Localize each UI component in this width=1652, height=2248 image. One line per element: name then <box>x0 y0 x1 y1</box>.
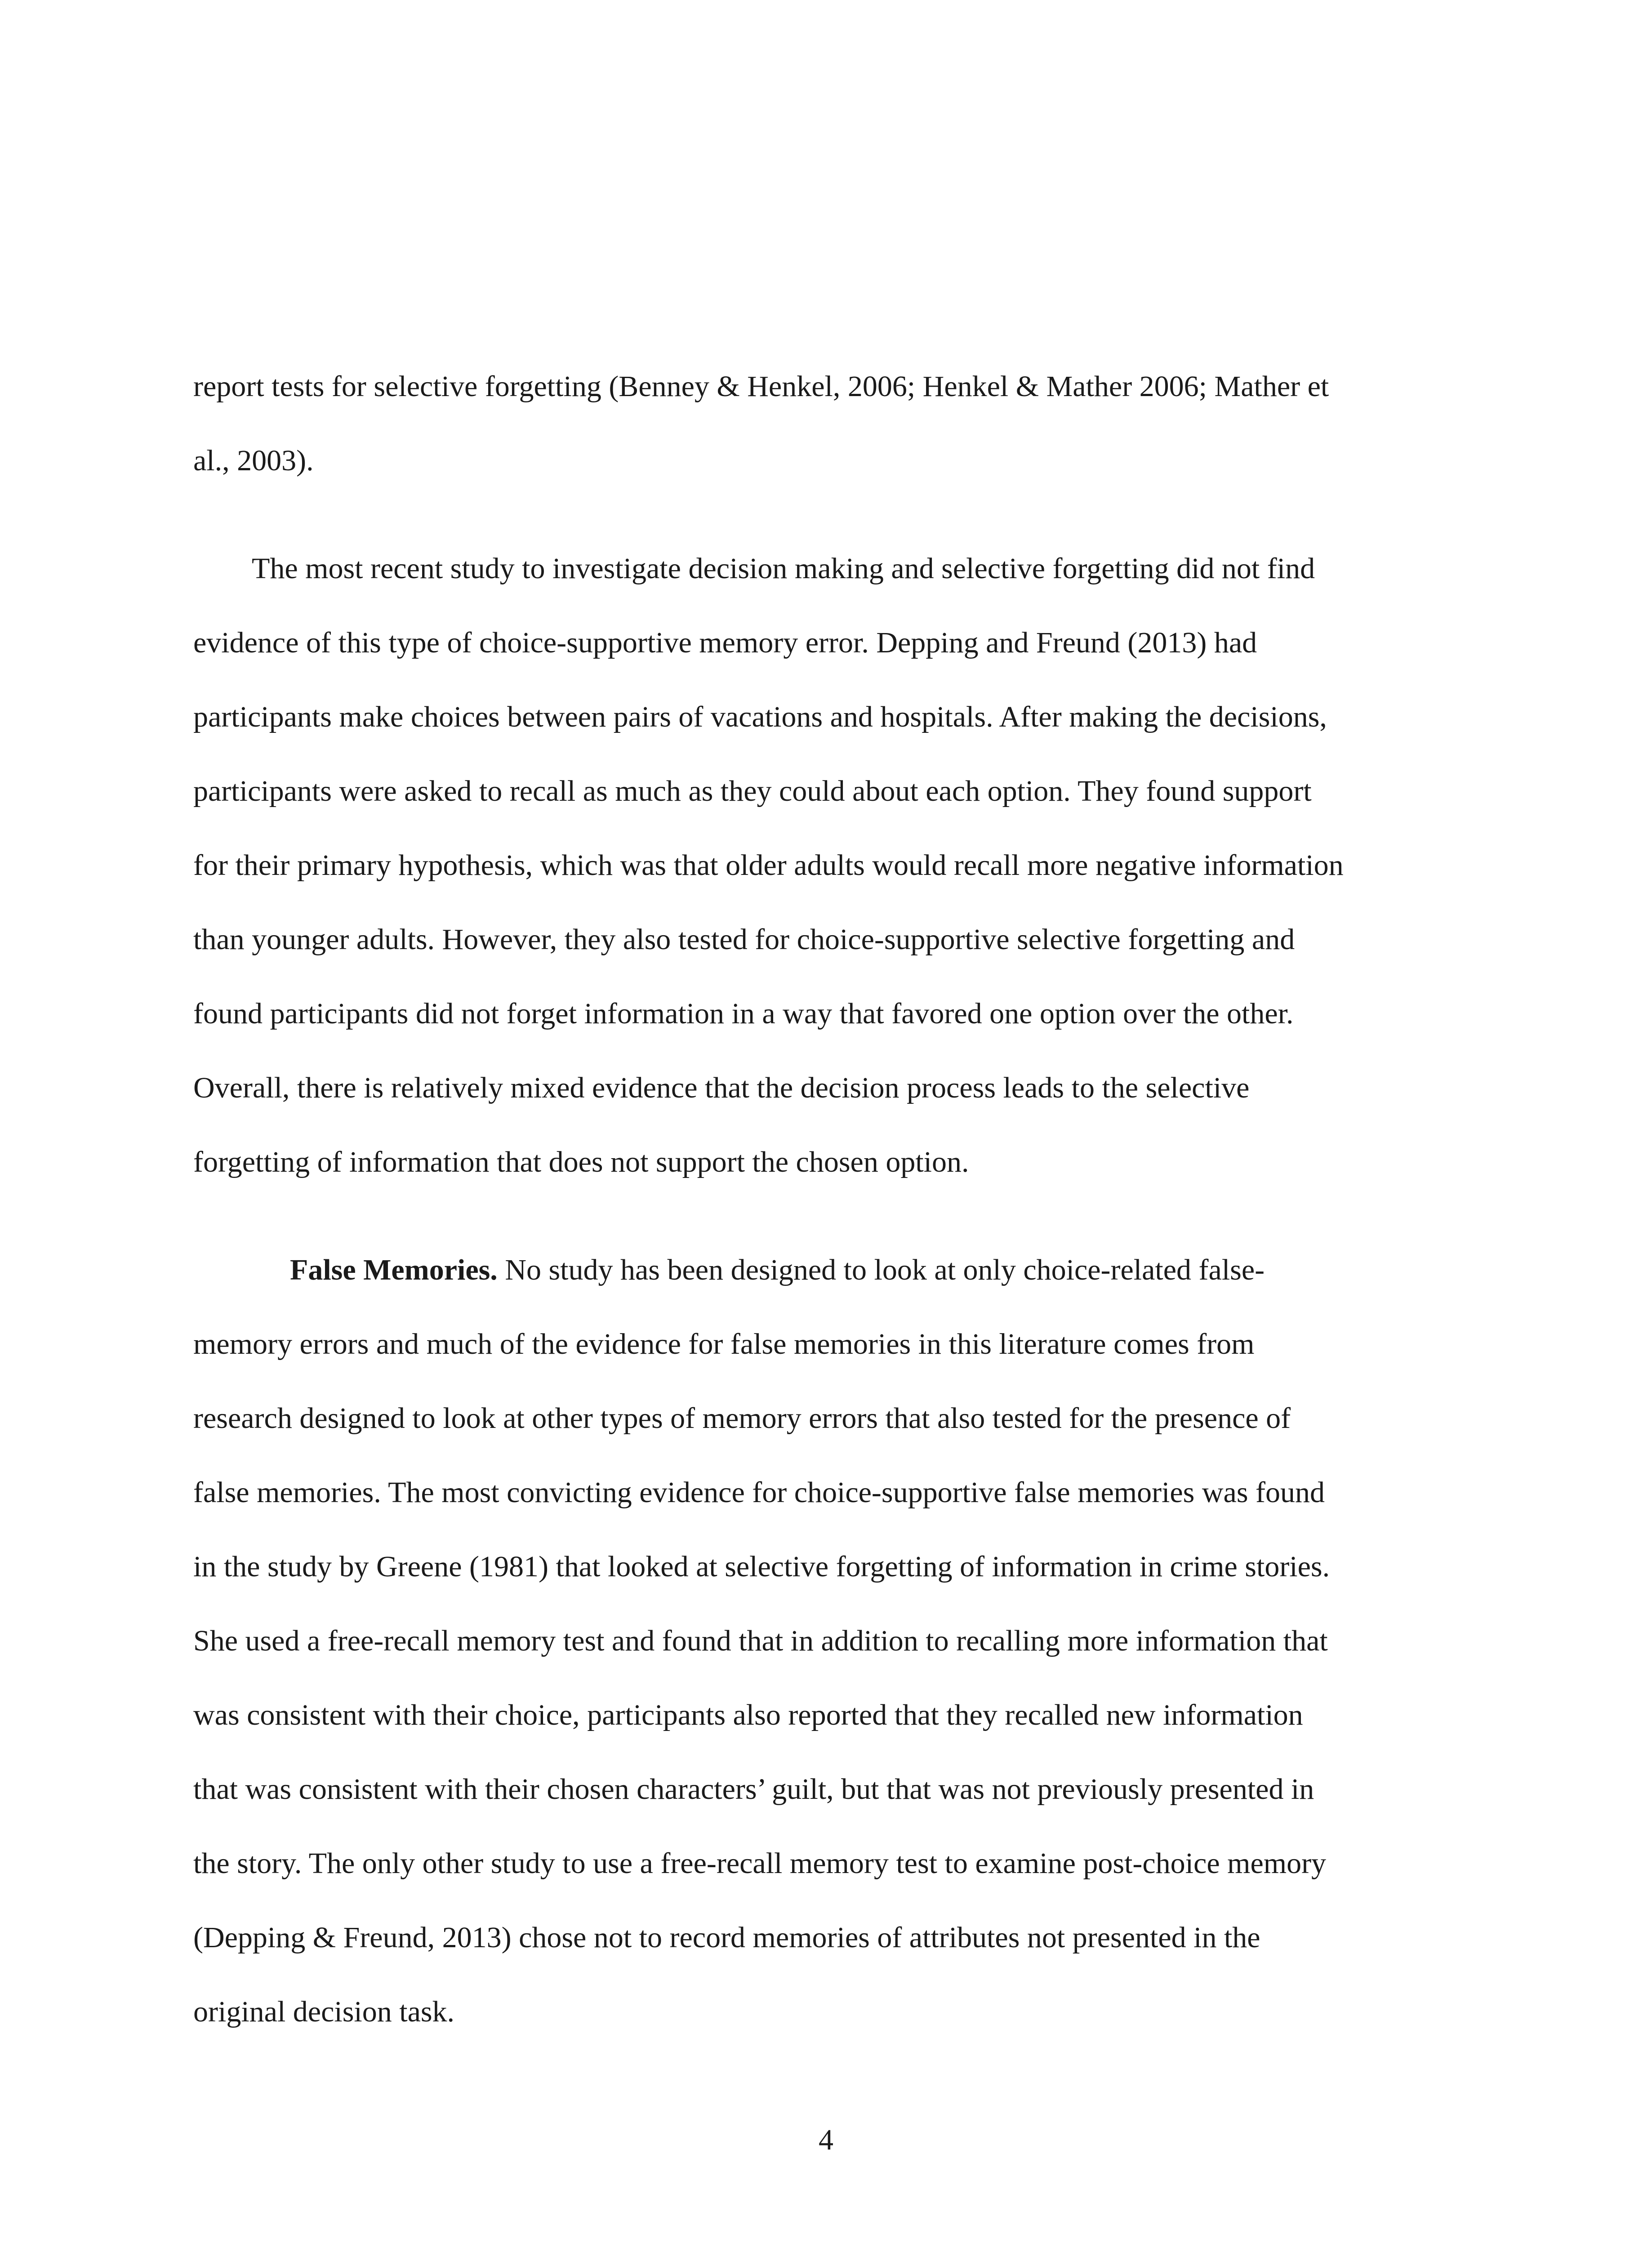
text-line: report tests for selective forgetting (Benney & Henkel, 2006; Henkel & Mather 2006; Mather et <box>193 370 1329 403</box>
text-line: memory errors and much of the evidence for false memories in this literature comes from <box>193 1328 1255 1360</box>
text-line: the story. The only other study to use a free-recall memory test to examine post-choice memory <box>193 1847 1327 1880</box>
text-line: forgetting of information that does not support the chosen option. <box>193 1146 969 1178</box>
text-line: She used a free-recall memory test and found that in addition to recalling more information that <box>193 1624 1328 1657</box>
text-line: in the study by Greene (1981) that looked at selective forgetting of information in crime stories. <box>193 1550 1330 1583</box>
text-line: false memories. The most convicting evidence for choice-supportive false memories was found <box>193 1476 1325 1509</box>
text-line: that was consistent with their chosen characters’ guilt, but that was not previously presented in <box>193 1773 1314 1806</box>
text-line: Overall, there is relatively mixed evidence that the decision process leads to the selective <box>193 1071 1250 1104</box>
heading-run-in-text: No study has been designed to look at only choice-related false- <box>497 1253 1265 1286</box>
text-line: original decision task. <box>193 1995 455 2028</box>
text-line: al., 2003). <box>193 444 314 477</box>
text-line: evidence of this type of choice-supportive memory error. Depping and Freund (2013) had <box>193 626 1257 659</box>
text-line: (Depping & Freund, 2013) chose not to record memories of attributes not presented in the <box>193 1921 1260 1954</box>
text-line: for their primary hypothesis, which was that older adults would recall more negative information <box>193 849 1344 882</box>
text-line: participants make choices between pairs of vacations and hospitals. After making the decisions, <box>193 700 1327 733</box>
text-line: participants were asked to recall as much as they could about each option. They found support <box>193 775 1312 807</box>
text-line: research designed to look at other types of memory errors that also tested for the presence of <box>193 1402 1291 1435</box>
text-line: was consistent with their choice, participants also reported that they recalled new information <box>193 1699 1303 1731</box>
paragraph-first-line: The most recent study to investigate decision making and selective forgetting did not find <box>252 552 1315 585</box>
text-line: found participants did not forget information in a way that favored one option over the other. <box>193 997 1294 1030</box>
section-heading: False Memories. <box>290 1253 498 1286</box>
section-heading-line <box>290 1252 1265 1288</box>
text-line: than younger adults. However, they also tested for choice-supportive selective forgetting and <box>193 923 1295 956</box>
page-number: 4 <box>819 2123 833 2156</box>
